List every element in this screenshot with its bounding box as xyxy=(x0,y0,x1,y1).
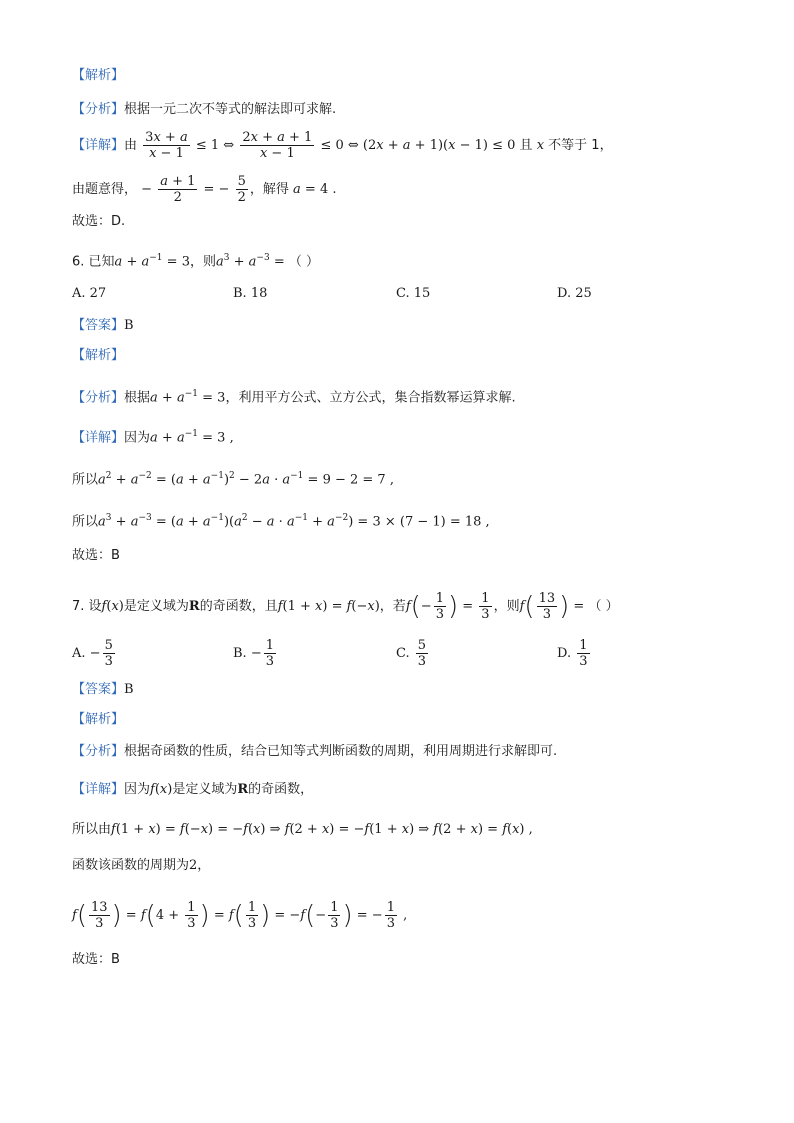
q7-detail: 【详解】因为f(x)是定义域为R的奇函数， xyxy=(72,782,314,797)
q7-stem: 7. 设f(x)是定义域为R的奇函数，且f(1 + x) = f(−x)，若f(− $\frac{1}{3}$ ) = $\frac{1}{3}$ ，则f( $\frac{13}{3}$ ) = （ ） xyxy=(72,591,619,622)
q5-line2: 由题意得， − $\frac{a + 1}{2}$ = − $\frac{5}{2}$ ，解得 a = 4 . xyxy=(72,174,337,205)
q6-choose: 故选：B xyxy=(72,548,120,563)
q7-option-d[interactable]: D. $\frac{1}{3}$ xyxy=(557,638,588,669)
q5-frac-2: $\frac{2x + a + 1}{x - 1}$ xyxy=(242,130,313,161)
q7-step-1: 所以由f(1 + x) = f(−x) = −f(x) ⇒ f(2 + x) = −f(1 + x) ⇒ f(2 + x) = f(x) , xyxy=(72,822,533,837)
q6-stem: 6. 已知$a + a^{-1} = 3$，则$a^3 + a^{-3}$ = （ ） xyxy=(72,253,320,270)
q6-jiexi-tag: 【解析】 xyxy=(72,348,125,363)
q5-choose: 故选：D. xyxy=(72,214,126,229)
q6-detail: 【详解】因为$a + a^{-1} = 3$ , xyxy=(72,429,234,446)
q7-step-2: f( $\frac{13}{3}$ ) = f(4 + $\frac{1}{3}$ ) = f( $\frac{1}{3}$ ) = −f(− $\frac{1}{3}$ ) = − $\frac{1}{3}$ , xyxy=(72,900,408,931)
q6-answer: 【答案】B xyxy=(72,318,134,333)
q7-period: 函数该函数的周期为2， xyxy=(72,858,211,873)
q7-option-c[interactable]: C. $\frac{5}{3}$ xyxy=(396,638,427,669)
q7-answer: 【答案】B xyxy=(72,682,134,697)
q5-analysis: 【分析】根据一元二次不等式的解法即可求解. xyxy=(72,102,337,117)
q6-analysis: 【分析】根据$a + a^{-1} = 3$，利用平方公式、立方公式，集合指数幂运算求解. xyxy=(72,389,516,406)
q6-step-2: 所以$a^3 + a^{-3} = (a + a^{-1})(a^2 - a \cdot a^{-1} + a^{-2}) = 3 \times (7 - 1) = 18$ , xyxy=(72,513,490,530)
q6-option-b[interactable]: B. 18 xyxy=(233,286,268,301)
q7-option-b[interactable]: B. − $\frac{1}{3}$ xyxy=(233,638,274,669)
q7-choose: 故选：B xyxy=(72,952,120,967)
q7-jiexi-tag: 【解析】 xyxy=(72,712,125,727)
q5-jiexi-tag: 【解析】 xyxy=(72,68,125,83)
q6-step-1: 所以$a^2 + a^{-2} = (a + a^{-1})^2 - 2a \cdot a^{-1} = 9 - 2 = 7$ , xyxy=(72,471,394,488)
q7-analysis: 【分析】根据奇函数的性质，结合已知等式判断函数的周期，利用周期进行求解即可. xyxy=(72,744,558,759)
q7-option-a[interactable]: A. − $\frac{5}{3}$ xyxy=(72,638,113,669)
q6-option-d[interactable]: D. 25 xyxy=(557,286,592,301)
q6-option-c[interactable]: C. 15 xyxy=(396,286,431,301)
q5-frac-1: $\frac{3x + a}{x - 1}$ xyxy=(145,130,188,161)
q5-detail: 【详解】由 $\frac{3x + a}{x - 1}$ ≤ 1 ⇔ $\frac{2x + a + 1}{x - 1}$ ≤ 0 ⇔ (2x + a + 1)(x − 1) ≤ 0 且 x 不等于 1， xyxy=(72,130,613,161)
q6-option-a[interactable]: A. 27 xyxy=(72,286,107,301)
